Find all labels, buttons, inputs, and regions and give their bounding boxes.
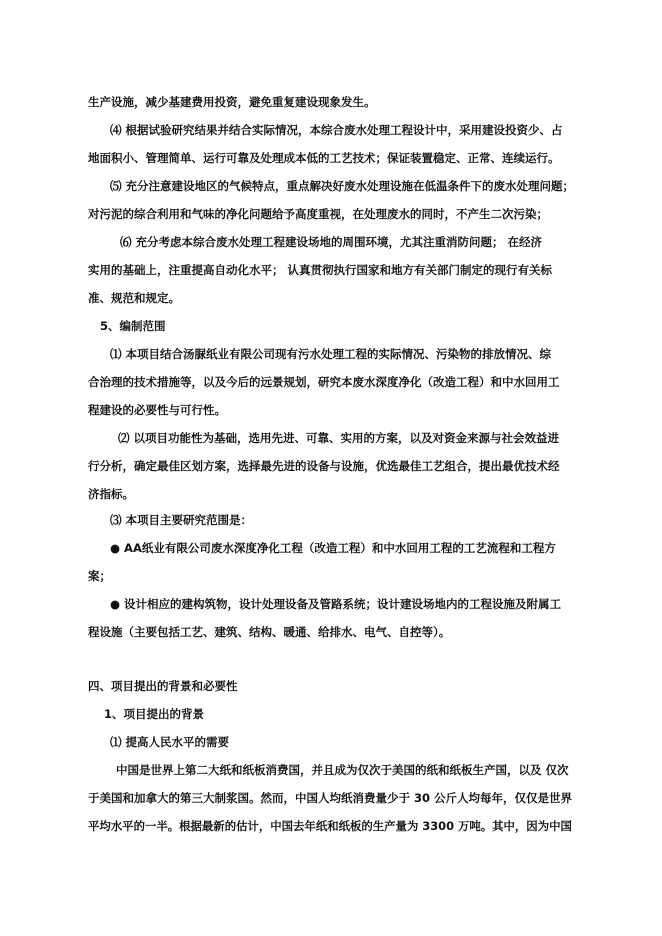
- text-line: 行分析，确定最佳区划方案，选择最先进的设备与设施，优选最佳工艺组合，提出最优技术经: [88, 459, 560, 473]
- text-line: ⑵ 以项目功能性为基础，选用先进、可靠、实用的方案，以及对资金来源与社会效益进: [118, 431, 559, 445]
- text-line: 案；: [88, 569, 111, 583]
- text-line: 程建设的必要性与可行性。: [88, 403, 226, 417]
- text-line: ⑷ 根据试验研究结果并结合实际情况，本综合废水处理工程设计中，采用建设投资少、占: [110, 123, 563, 137]
- subsection-heading: ⑴ 提高人民水平的需要: [110, 735, 230, 749]
- text-line: ⑴ 本项目结合汤脲纸业有限公司现有污水处理工程的实际情况、污染物的排放情况、综: [110, 347, 551, 361]
- text-line: 合治理的技术措施等，以及今后的远景规划，研究本废水深度净化（改造工程）和中水回用工: [88, 375, 560, 389]
- chapter-heading: 四、项目提出的背景和必要性: [88, 679, 238, 693]
- text-line: ⑹ 充分考虑本综合废水处理工程建设场地的周围环境，尤其注重消防问题； 在经济: [120, 235, 543, 249]
- text-line: 济指标。: [88, 487, 134, 501]
- text-line: 生产设施，减少基建费用投资，避免重复建设现象发生。: [88, 95, 376, 109]
- text-line: ⑶ 本项目主要研究范围是：: [110, 513, 253, 527]
- text-line: ⑸ 充分注意建设地区的气候特点，重点解决好废水处理设施在低温条件下的废水处理问题；: [110, 179, 574, 193]
- text-line: 平均水平的一半。根据最新的估计，中国去年纸和纸板的生产量为 3300 万吨。其中，因为中国: [88, 819, 572, 833]
- text-line: 对污泥的综合利用和气味的净化问题给予高度重视，在处理废水的同时，不产生二次污染；: [88, 207, 548, 221]
- section-heading: 5、编制范围: [100, 319, 166, 333]
- text-line: 程设施（主要包括工艺、建筑、结构、暖通、给排水、电气、自控等）。: [88, 625, 451, 639]
- bullet-item: ● 设计相应的建构筑物，设计处理设备及管路系统；设计建设场地内的工程设施及附属工: [110, 597, 562, 611]
- text-line: 中国是世界上第二大纸和纸板消费国，并且成为仅次于美国的纸和纸板生产国，以及 仅次: [116, 763, 569, 777]
- text-line: 地面积小、管理简单、运行可靠及处理成本低的工艺技术；保证装置稳定、正常、连续运行。: [88, 151, 560, 165]
- section-heading: 1、项目提出的背景: [104, 707, 205, 721]
- text-line: 准、规范和规定。: [88, 291, 180, 305]
- text-line: 于美国和加拿大的第三大制浆国。然而，中国人均纸消费量少于 30 公斤人均每年，仅仅是世界: [88, 791, 573, 805]
- text-line: 实用的基础上，注重提高自动化水平； 认真贯彻执行国家和地方有关部门制定的现行有关标: [88, 263, 552, 277]
- bullet-item: ● AA纸业有限公司废水深度净化工程（改造工程）和中水回用工程的工艺流程和工程方: [110, 541, 556, 555]
